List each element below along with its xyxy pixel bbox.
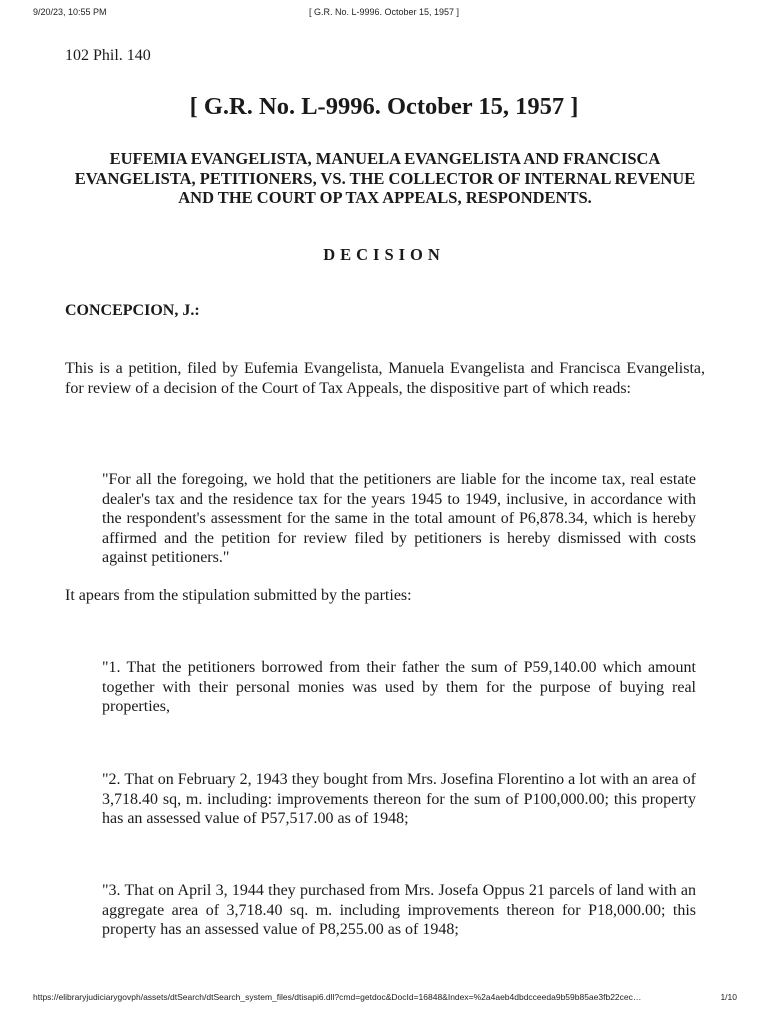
intro-paragraph: This is a petition, filed by Eufemia Evangelista, Manuela Evangelista and Francisca Evangelista, for review of a decision of the Court of Tax Appeals, the dispositive part of which reads: [65,360,705,397]
stipulation-item-3: "3. That on April 3, 1944 they purchased from Mrs. Josefa Oppus 21 parcels of land with an aggregate area of 3,718.40 sq. m. including improvements thereon for P18,000.00; this property has an assessed value of P8,255.00 as of 1948; [102,882,696,938]
print-header [0,7,768,21]
citation: 102 Phil. 140 [65,47,151,64]
stipulation-item-2: "2. That on February 2, 1943 they bought from Mrs. Josefina Florentino a lot with an area of 3,718.40 sq, m. including: improvements thereon for the sum of P100,000.00; this property has an assessed value of P57,517.00 as of 1948; [102,771,696,827]
print-doc-title: [ G.R. No. L-9996. October 15, 1957 ] [308,7,460,17]
dispositive-quote: "For all the foregoing, we hold that the petitioners are liable for the income tax, real estate dealer's tax and the residence tax for the years 1945 to 1949, inclusive, in accordance with the respondent's assessment for the same in the total amount of P6,878.34, which is hereby affirmed and the petition for review filed by petitioners is hereby dismissed with costs against petitioners." [102,471,696,566]
stipulation-item-1: "1. That the petitioners borrowed from their father the sum of P59,140.00 which amount together with their personal monies was used by them for the purpose of buying real properties, [102,659,696,715]
page-number: 1/10 [720,992,737,1002]
ponente: CONCEPCION, J.: [65,302,200,319]
case-parties: EUFEMIA EVANGELISTA, MANUELA EVANGELISTA AND FRANCISCA EVANGELISTA, PETITIONERS, VS. THE COLLECTOR OF INTERNAL REVENUE AND THE COURT OP TAX APPEALS, RESPONDENTS. [74,149,696,207]
stipulation-intro: It apears from the stipulation submitted by the parties: [65,587,412,604]
decision-heading: DECISION [323,245,445,264]
print-url: https://elibraryjudiciarygovph/assets/dtSearch/dtSearch_system_files/dtisapi6.dll?cmd=getdoc&DocId=16848&Index=%2a4aeb4dbdcceeda9b59b85ae3fb22cec… [33,992,642,1002]
print-datetime: 9/20/23, 10:55 PM [33,7,107,17]
case-title: [ G.R. No. L-9996. October 15, 1957 ] [189,93,579,120]
print-footer [0,992,768,1006]
